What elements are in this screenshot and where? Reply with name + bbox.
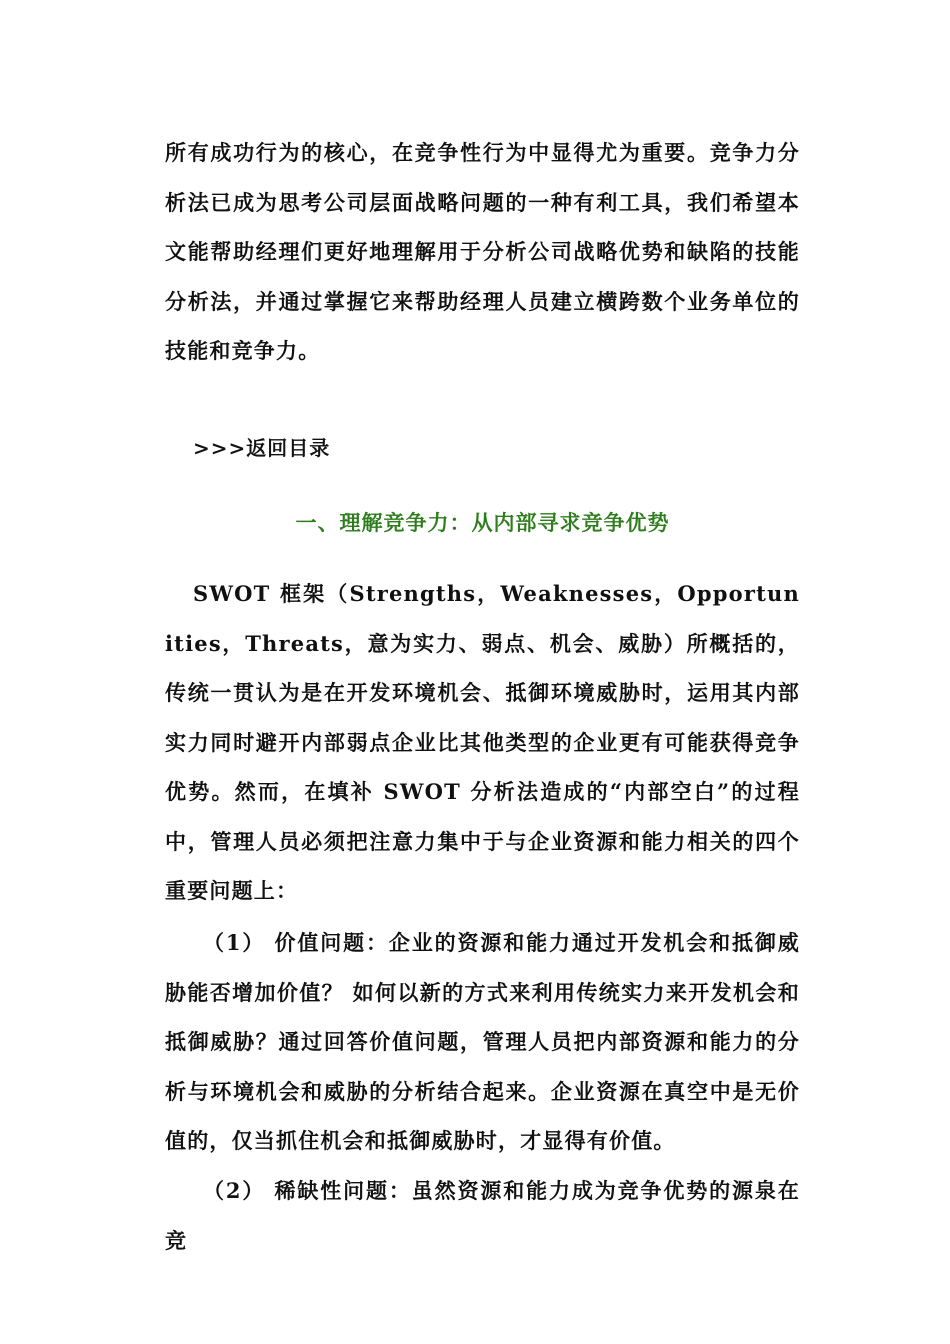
body-paragraph: （1） 价值问题：企业的资源和能力通过开发机会和抵御威胁能否增加价值？ 如何以新的方式来利用传统实力来开发机会和抵御威胁？通过回答价值问题，管理人员把内部资源和能力的分析与环境机会和威胁的分析结合起来。企业资源在真空中是无价值的，仅当抓住机会和抵御威胁时，才显得有价值。 — [165, 930, 800, 1153]
body-paragraph: SWOT 框架（Strengths，Weaknesses，Opportunities，Threats，意为实力、弱点、机会、威胁）所概括的，传统一贯认为是在开发环境机会、抵御环境威胁时，运用其内部实力同时避开内部弱点企业比其他类型的企业更有可能获得竞争优势。然而，在填补 SWOT 分析法造成的“内部空白”的过程中，管理人员必须把注意力集中于与企业资源和能力相关的四个重要问题上： — [165, 581, 800, 903]
section-heading: 一、理解竞争力：从内部寻求竞争优势 — [295, 510, 670, 535]
body-paragraph: 所有成功行为的核心，在竞争性行为中显得尤为重要。竞争力分析法已成为思考公司层面战略问题的一种有利工具，我们希望本文能帮助经理们更好地理解用于分析公司战略优势和缺陷的技能分析法，并通过掌握它来帮助经理人员建立横跨数个业务单位的技能和竞争力。 — [165, 140, 800, 363]
back-to-contents-link[interactable]: >>>返回目录 — [193, 436, 331, 460]
body-paragraph: （2） 稀缺性问题：虽然资源和能力成为竞争优势的源泉在竞 — [165, 1178, 800, 1253]
